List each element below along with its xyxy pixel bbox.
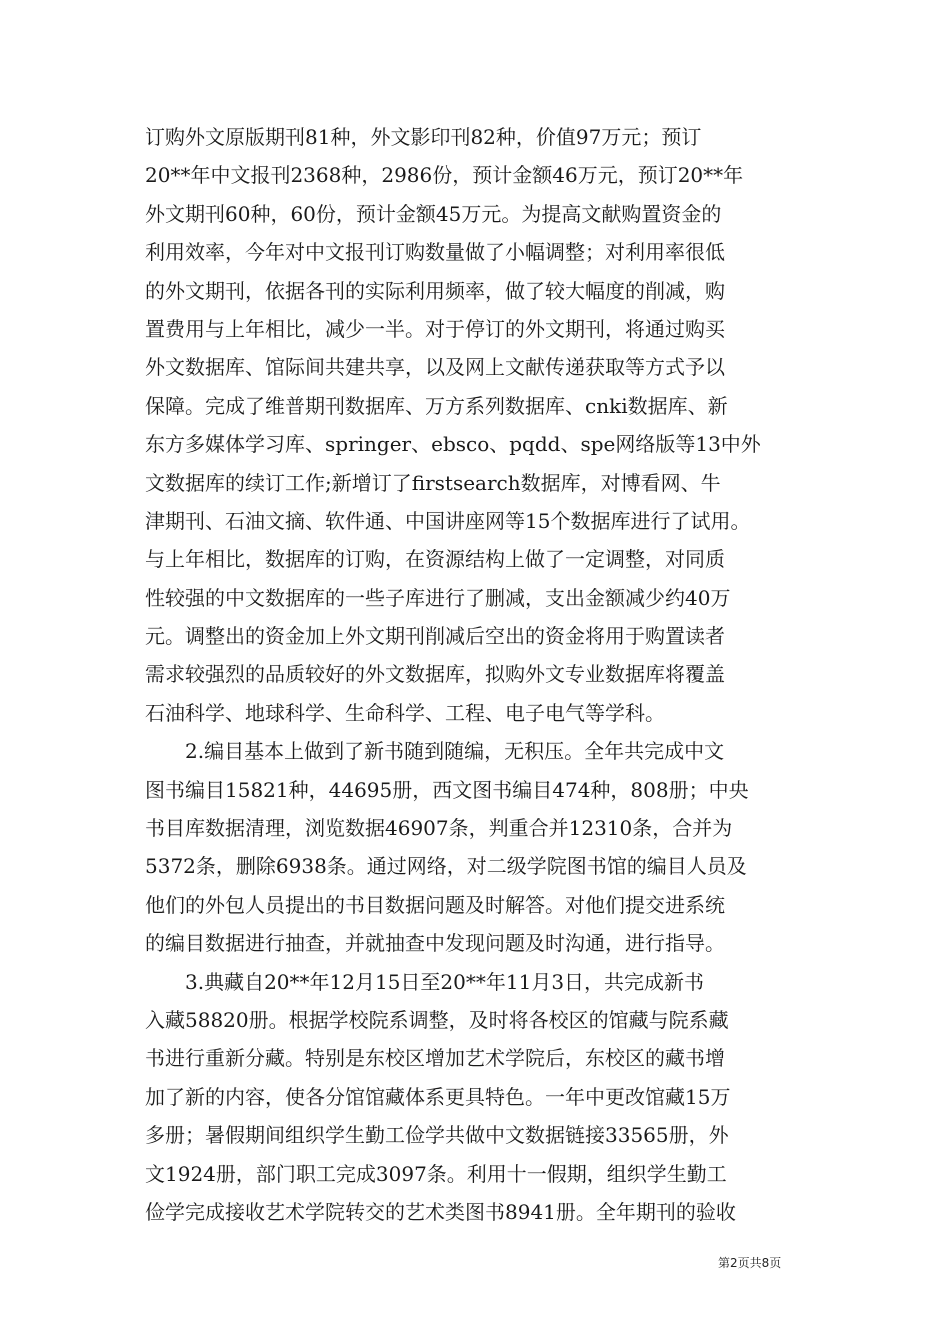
text-line: 与上年相比，数据库的订购，在资源结构上做了一定调整，对同质: [145, 547, 725, 572]
text-line: 加了新的内容，使各分馆馆藏体系更具特色。一年中更改馆藏15万: [145, 1084, 731, 1109]
text-line: 元。调整出的资金加上外文期刊削减后空出的资金将用于购置读者: [145, 624, 725, 649]
text-line: 订购外文原版期刊81种，外文影印刊82种，价值97万元；预订: [145, 125, 702, 149]
text-line: 外文数据库、馆际间共建共享，以及网上文献传递获取等方式予以: [145, 355, 725, 380]
text-line: 的编目数据进行抽查，并就抽查中发现问题及时沟通，进行指导。: [145, 931, 725, 956]
text-line: 利用效率，今年对中文报刊订购数量做了小幅调整；对利用率很低: [145, 240, 725, 265]
text-line: 性较强的中文数据库的一些子库进行了删减，支出金额减少约40万: [145, 585, 731, 610]
text-line: 多册；暑假期间组织学生勤工俭学共做中文数据链接33565册，外: [145, 1123, 729, 1148]
text-line: 外文期刊60种，60份，预计金额45万元。为提高文献购置资金的: [145, 201, 722, 226]
text-line: 书进行重新分藏。特别是东校区增加艺术学院后，东校区的藏书增: [145, 1046, 725, 1071]
body-text: [145, 118, 820, 1231]
text-line: 书目库数据清理，浏览数据46907条，判重合并12310条，合并为: [145, 816, 733, 841]
text-line: 2.编目基本上做到了新书随到随编，无积压。全年共完成中文: [145, 739, 725, 764]
text-line: 他们的外包人员提出的书目数据问题及时解答。对他们提交进系统: [145, 892, 725, 917]
text-line: 东方多媒体学习库、springer、ebsco、pqdd、spe网络版等13中外: [145, 432, 761, 457]
text-line: 图书编目15821种，44695册，西文图书编目474种，808册；中央: [145, 777, 749, 802]
text-line: 保障。完成了维普期刊数据库、万方系列数据库、cnki数据库、新: [145, 393, 728, 418]
text-line: 文1924册，部门职工完成3097条。利用十一假期，组织学生勤工: [145, 1161, 727, 1186]
text-line: 的外文期刊，依据各刊的实际利用频率，做了较大幅度的削减，购: [145, 278, 725, 303]
text-line: 置费用与上年相比，减少一半。对于停订的外文期刊，将通过购买: [145, 316, 725, 341]
text-line: 20**年中文报刊2368种，2986份，预计金额46万元，预订20**年: [145, 163, 744, 188]
text-line: 文数据库的续订工作;新增订了firstsearch数据库，对博看网、牛: [145, 470, 721, 495]
text-line: 俭学完成接收艺术学院转交的艺术类图书8941册。全年期刊的验收: [145, 1199, 736, 1224]
text-line: 津期刊、石油文摘、软件通、中国讲座网等15个数据库进行了试用。: [145, 508, 751, 533]
text-line: 石油科学、地球科学、生命科学、工程、电子电气等学科。: [145, 700, 665, 725]
text-line: 5372条，删除6938条。通过网络，对二级学院图书馆的编目人员及: [145, 854, 747, 879]
text-line: 需求较强烈的品质较好的外文数据库，拟购外文专业数据库将覆盖: [145, 662, 725, 687]
text-line: 3.典藏自20**年12月15日至20**年11月3日，共完成新书: [145, 969, 705, 994]
text-line: 入藏58820册。根据学校院系调整，及时将各校区的馆藏与院系藏: [145, 1007, 729, 1032]
page-number: 第2页共8页: [718, 1256, 782, 1270]
